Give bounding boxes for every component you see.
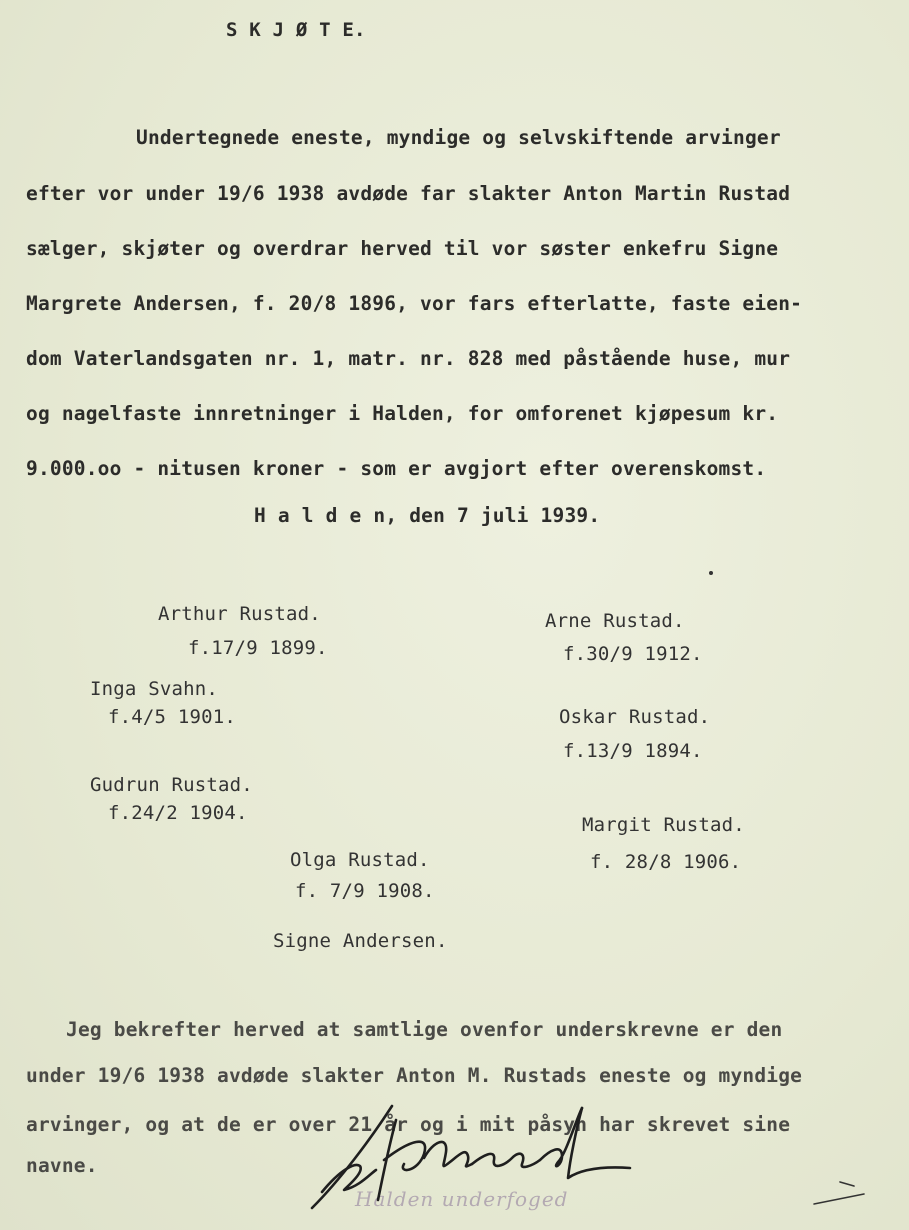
signatory-name: Signe Andersen.: [273, 930, 448, 952]
signatory-birth: f.30/9 1912.: [563, 643, 703, 665]
signatory-birth: f.24/2 1904.: [108, 802, 248, 824]
signatory-birth: f.4/5 1901.: [108, 706, 237, 728]
signatory-name: Olga Rustad.: [290, 849, 430, 871]
body-line-3: sælger, skjøter og overdrar herved til vor søster enkefru Signe: [26, 237, 779, 260]
pen-mark: [810, 1170, 870, 1220]
confirmation-line-2: under 19/6 1938 avdøde slakter Anton M. Rustads eneste og myndige: [26, 1064, 803, 1087]
confirmation-line-3: arvinger, og at de er over 21 år og i mit påsyn har skrevet sine: [26, 1113, 791, 1136]
body-line-7: 9.000.oo - nitusen kroner - som er avgjort efter overenskomst.: [26, 457, 767, 480]
body-line-2: efter vor under 19/6 1938 avdøde far slakter Anton Martin Rustad: [26, 182, 791, 205]
official-stamp: Halden underfoged: [355, 1187, 569, 1211]
signatory-name: Oskar Rustad.: [559, 706, 711, 728]
confirmation-line-4: navne.: [26, 1154, 98, 1177]
signatory-birth: f.13/9 1894.: [563, 740, 703, 762]
body-line-4: Margrete Andersen, f. 20/8 1896, vor fars efterlatte, faste eien-: [26, 292, 803, 315]
signatory-name: Arne Rustad.: [545, 610, 685, 632]
signatory-birth: f.17/9 1899.: [188, 637, 328, 659]
ink-dot: [709, 571, 713, 575]
body-line-6: og nagelfaste innretninger i Halden, for omforenet kjøpesum kr.: [26, 402, 779, 425]
signatory-birth: f. 28/8 1906.: [590, 851, 742, 873]
document-title: S K J Ø T E.: [226, 19, 366, 41]
signatory-name: Gudrun Rustad.: [90, 774, 253, 796]
place-date: H a l d e n, den 7 juli 1939.: [254, 504, 601, 527]
signatory-name: Margit Rustad.: [582, 814, 745, 836]
handwritten-signature: [300, 1100, 660, 1220]
confirmation-line-1: Jeg bekrefter herved at samtlige ovenfor underskrevne er den: [66, 1018, 783, 1041]
body-line-1: Undertegnede eneste, myndige og selvskiftende arvinger: [136, 126, 781, 149]
signatory-birth: f. 7/9 1908.: [295, 880, 435, 902]
signatory-name: Inga Svahn.: [90, 678, 219, 700]
signatory-name: Arthur Rustad.: [158, 603, 321, 625]
body-line-5: dom Vaterlandsgaten nr. 1, matr. nr. 828 med påstående huse, mur: [26, 347, 791, 370]
